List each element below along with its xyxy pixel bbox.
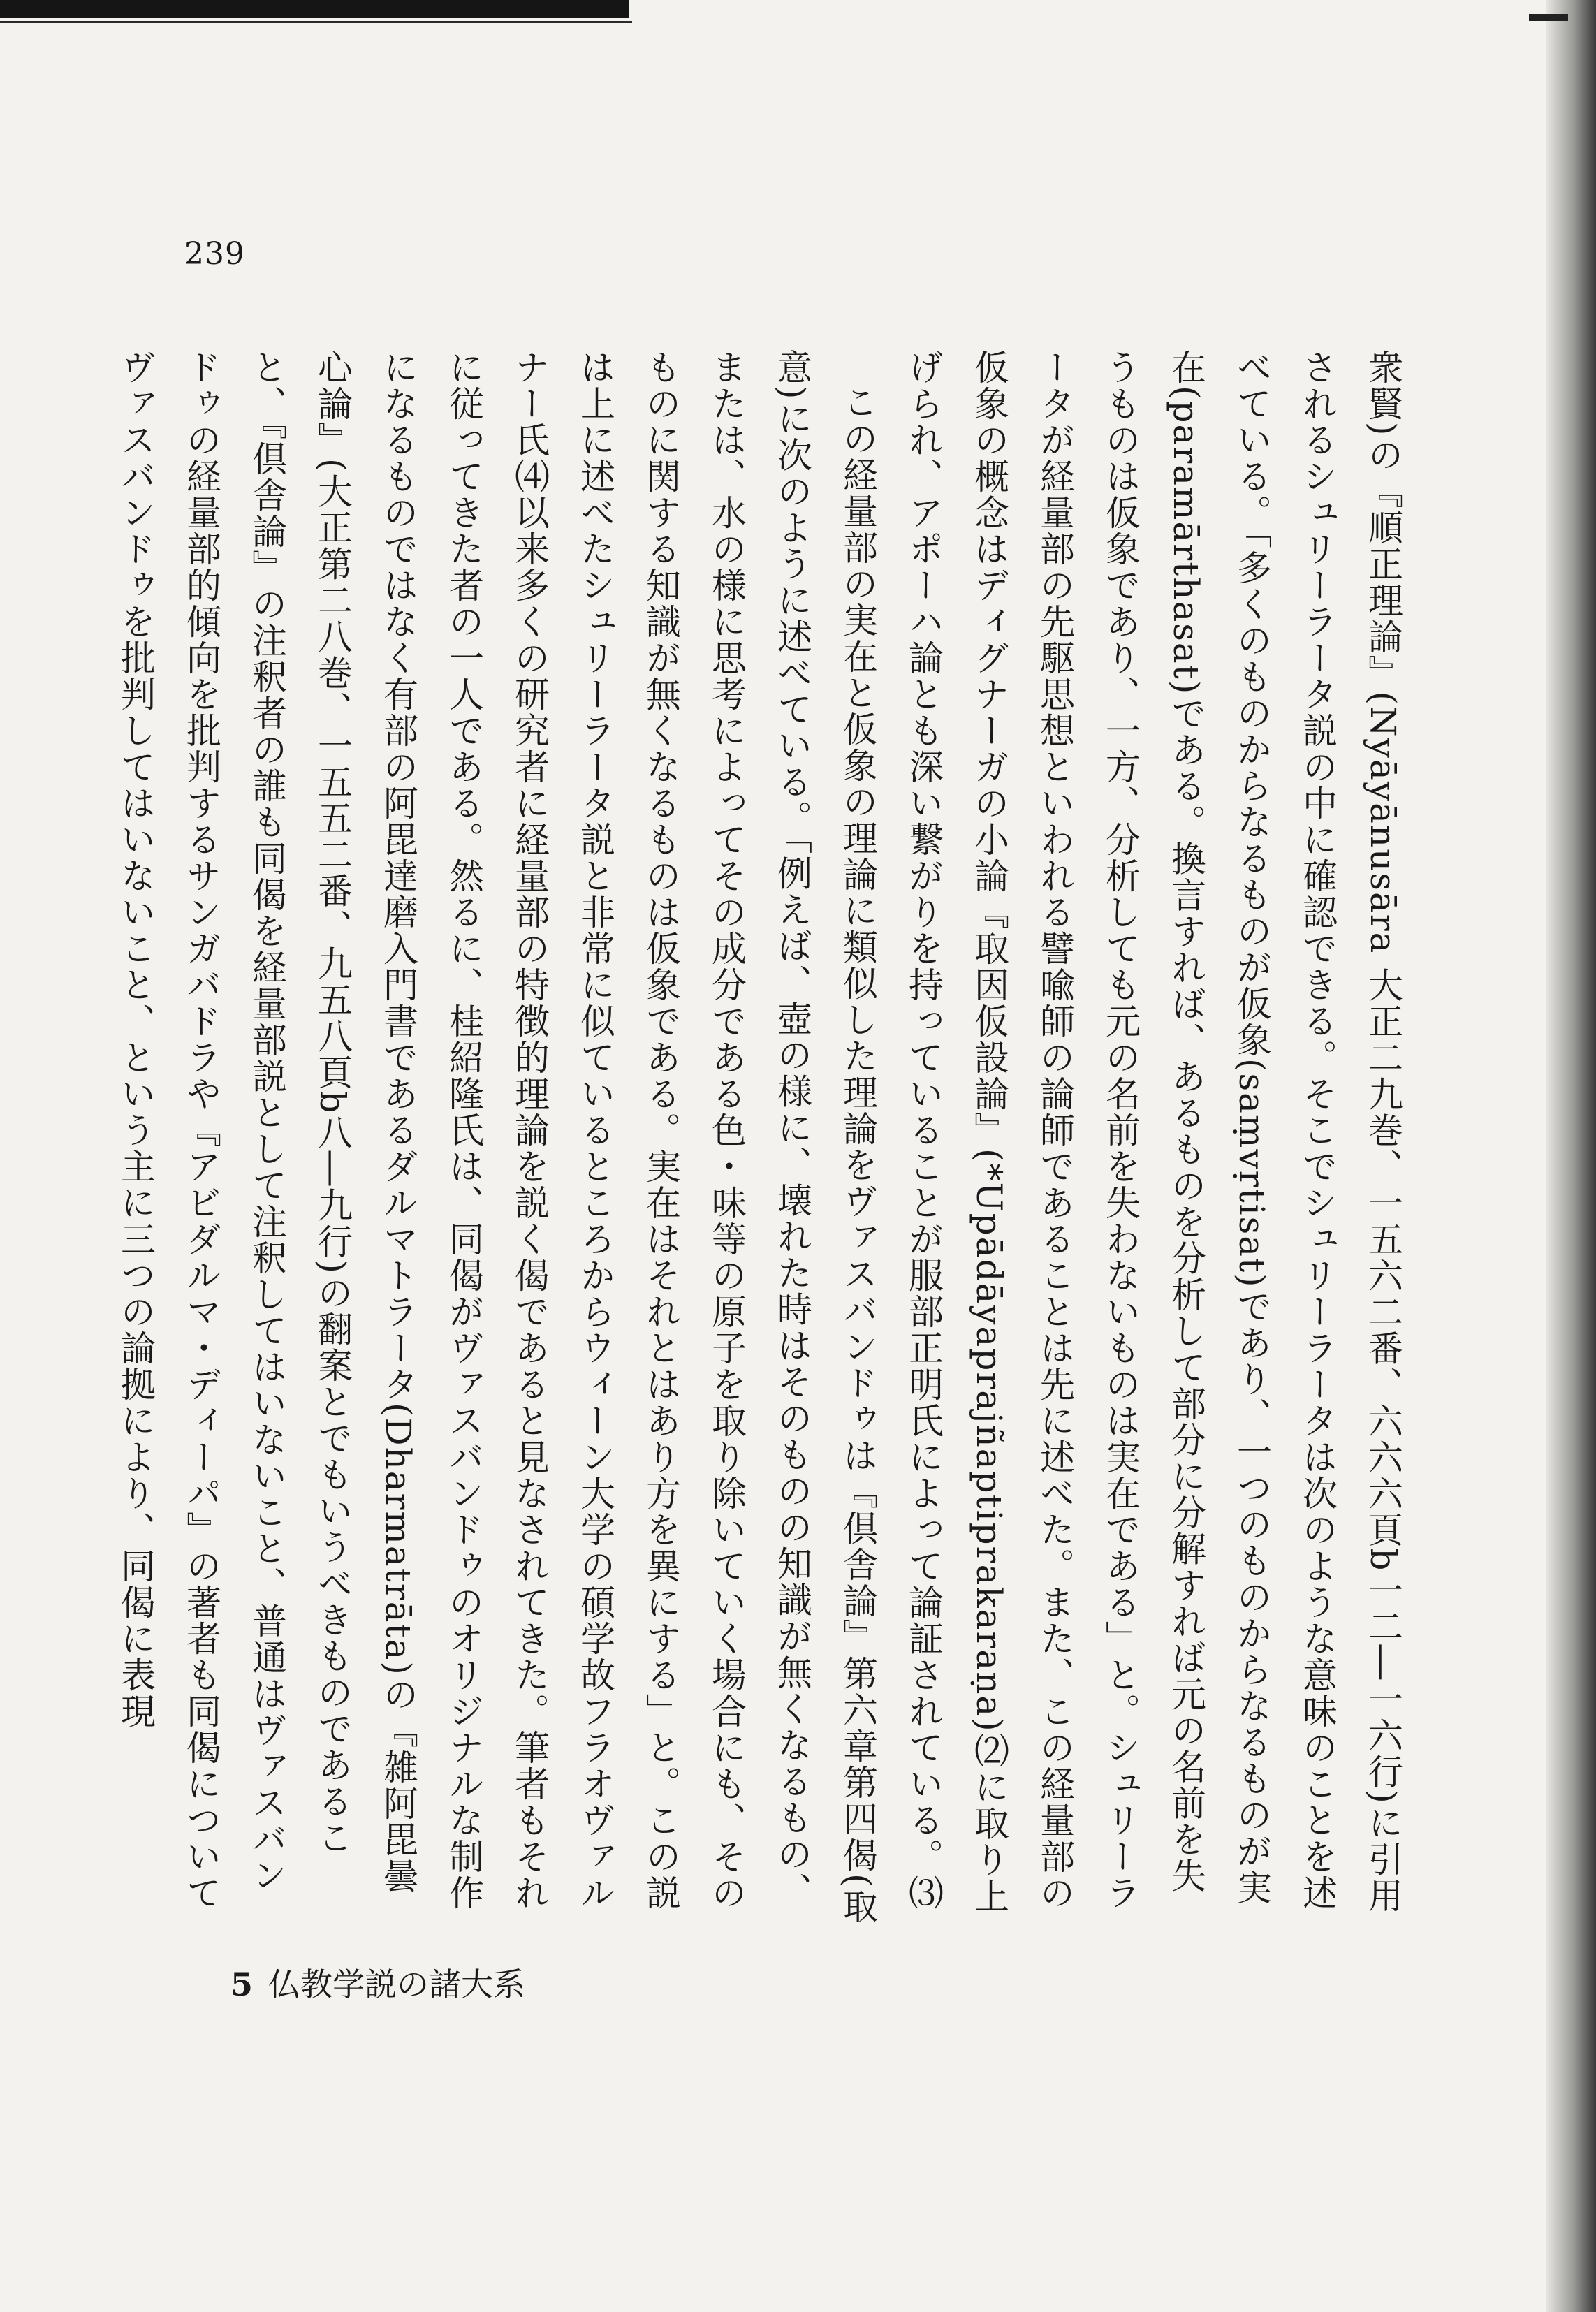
book-spine-edge	[1529, 14, 1568, 45]
top-rule-thin	[0, 21, 632, 23]
page-number: 239	[184, 236, 245, 272]
book-spine-shadow	[1546, 0, 1596, 2312]
top-rule	[0, 0, 629, 18]
paragraph-2: この経量部の実在と仮象の理論に類似した理論をヴァスバンドゥは『倶舎論』第六章第四偈(取意)に次のように述べている。「例えば、壺の様に、壊れた時はそのものの知識が無くなるもの、または、水の様に思考によってその成分である色・味等の原子を取り除いていく場合にも、そのものに関する知識が無くなるものは仮象である。実在はそれとはあり方を異にする」と。この説は上に述べたシュリーラータ説と非常に似ているところからウィーン大学の碩学故フラオヴァルナー氏⑷以来多くの研究者に経量部の特徴的理論を説く偈であると見なされてきた。筆者もそれに従ってきた者の一人である。然るに、桂紹隆氏は、同偈がヴァスバンドゥのオリジナルな制作になるものではなく有部の阿毘達磨入門書であるダルマトラータ(Dharmatrāta)の『雑阿毘曇心論』(大正第二八巻、一五五二番、九五八頁b八―九行)の翻案とでもいうべきものであること、『倶舎論』の注釈者の誰も同偈を経量部説として注釈してはいないこと、普通はヴァスバンドゥの経量部的傾向を批判するサンガバドラや『アビダルマ・ディーパ』の著者も同偈についてヴァスバンドゥを批判してはいないこと、という主に三つの論拠により、同偈に表現	[115, 349, 878, 1925]
paragraph-1: 衆賢)の『順正理論』(Nyāyānusāra 大正二九巻、一五六二番、六六六頁b一二―一六行)に引用されるシュリーラータ説の中に確認できる。そこでシュリーラータは次のような意味のことを述べている。「多くのものからなるものが仮象(saṃvṛtisat)であり、一つのものからなるものが実在(paramārthasat)である。換言すれば、あるものを分析して部分に分解すれば元の名前を失うものは仮象であり、一方、分析しても元の名前を失わないものは実在である」と。シュリーラータが経量部の先駆思想といわれる譬喩師の論師であることは先に述べた。また、この経量部の仮象の概念はディグナーガの小論『取因仮設論』(*Upādāyaprajñaptiprakaraṇa)⑵に取り上げられ、アポーハ論とも深い繋がりを持っていることが服部正明氏によって論証されている。⑶	[903, 349, 1403, 1915]
body-text	[115, 349, 1416, 1928]
footer-chapter-number: 5	[230, 1966, 254, 2003]
footer-chapter-title: 仏教学説の諸大系	[268, 1966, 526, 2003]
running-footer	[230, 1959, 525, 2005]
